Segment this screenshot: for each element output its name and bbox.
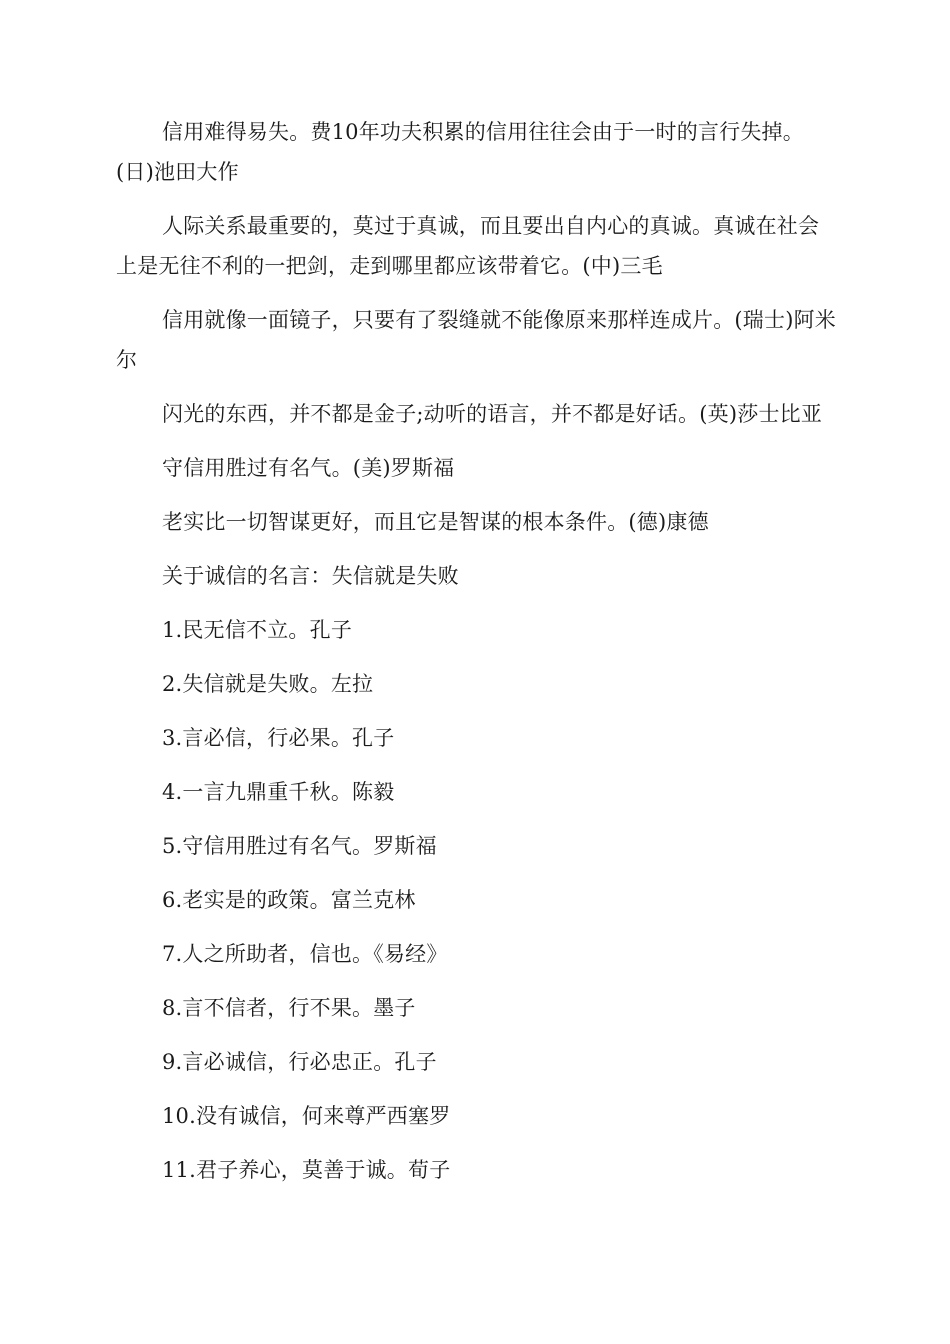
quote-paragraph: 守信用胜过有名气。(美)罗斯福 xyxy=(162,456,455,480)
quote-paragraph: 信用就像一面镜子，只要有了裂缝就不能像原来那样连成片。(瑞士)阿米尔 xyxy=(116,308,836,372)
document-body xyxy=(116,112,836,1204)
quote-paragraph: 人际关系最重要的，莫过于真诚，而且要出自内心的真诚。真诚在社会上是无往不利的一把剑，走到哪里都应该带着它。(中)三毛 xyxy=(116,214,820,278)
quote-paragraph: 信用难得易失。费10年功夫积累的信用往往会由于一时的言行失掉。(日)池田大作 xyxy=(116,120,804,184)
list-item: 6.老实是的政策。富兰克林 xyxy=(162,888,416,912)
list-item: 3.言必信，行必果。孔子 xyxy=(162,726,395,750)
list-item: 2.失信就是失败。左拉 xyxy=(162,672,374,696)
list-item: 1.民无信不立。孔子 xyxy=(162,618,353,642)
list-item: 4.一言九鼎重千秋。陈毅 xyxy=(162,780,395,804)
list-item: 5.守信用胜过有名气。罗斯福 xyxy=(162,834,437,858)
list-item: 7.人之所助者，信也。《易经》 xyxy=(162,942,448,966)
list-item: 10.没有诚信，何来尊严西塞罗 xyxy=(162,1104,451,1128)
quote-paragraph: 老实比一切智谋更好，而且它是智谋的根本条件。(德)康德 xyxy=(162,510,709,534)
list-item: 8.言不信者，行不果。墨子 xyxy=(162,996,416,1020)
list-item: 9.言必诚信，行必忠正。孔子 xyxy=(162,1050,437,1074)
section-heading: 关于诚信的名言：失信就是失败 xyxy=(162,564,459,588)
list-item: 11.君子养心，莫善于诚。荀子 xyxy=(162,1158,451,1182)
quote-paragraph: 闪光的东西，并不都是金子;动听的语言，并不都是好话。(英)莎士比亚 xyxy=(162,402,823,426)
